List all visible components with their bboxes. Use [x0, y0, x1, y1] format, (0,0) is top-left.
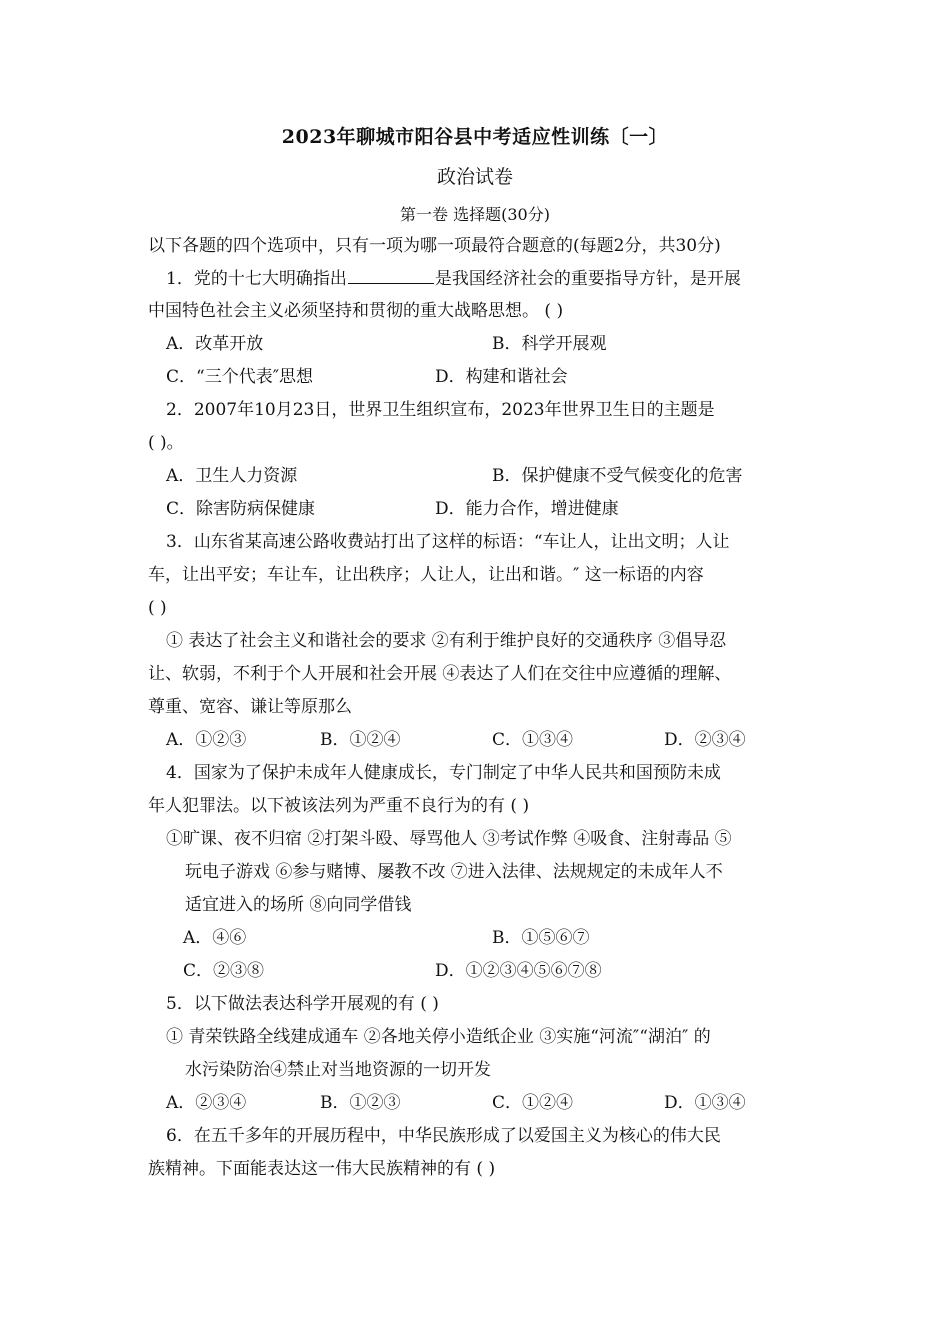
- question-3-line-3: ( ): [148, 598, 167, 618]
- q4-option-c: C．②③⑧: [183, 961, 265, 981]
- q2-option-b: B．保护健康不受气候变化的危害: [492, 466, 743, 486]
- q1-option-d: D．构建和谐社会: [435, 367, 568, 387]
- question-1-line-2: 中国特色社会主义必须坚持和贯彻的重大战略思想。 ( ): [148, 301, 564, 321]
- q4-option-d: D．①②③④⑤⑥⑦⑧: [435, 961, 602, 981]
- q5-option-b: B．①②③: [320, 1093, 401, 1113]
- q5-statement-line-1: ① 青荣铁路全线建成通车 ②各地关停小造纸企业 ③实施“河流″“湖泊″ 的: [166, 1027, 711, 1047]
- q4-option-b: B．①⑤⑥⑦: [492, 928, 590, 948]
- q4-option-a: A．④⑥: [183, 928, 247, 948]
- question-2-line-1: 2．2007年10月23日，世界卫生组织宣布，2023年世界卫生日的主题是: [166, 400, 715, 420]
- q1-option-b: B．科学开展观: [492, 334, 607, 354]
- q2-option-d: D．能力合作，增进健康: [435, 499, 619, 519]
- q3-option-c: C．①③④: [492, 730, 574, 750]
- question-1-line-1: [166, 268, 741, 289]
- question-6-line-2: 族精神。下面能表达这一伟大民族精神的有 ( ): [148, 1159, 496, 1179]
- q3-option-a: A．①②③: [166, 730, 247, 750]
- instruction-text: 以下各题的四个选项中，只有一项为哪一项最符合题意的(每题2分，共30分): [148, 236, 721, 256]
- answer-blank: [348, 268, 434, 284]
- q3-statement-line-2: 让、软弱，不利于个人开展和社会开展 ④表达了人们在交往中应遵循的理解、: [148, 664, 732, 684]
- q4-statement-line-2: 玩电子游戏 ⑥参与赌博、屡教不改 ⑦进入法律、法规规定的未成年人不: [185, 862, 723, 882]
- question-4-line-2: 年人犯罪法。以下被该法列为严重不良行为的有 ( ): [148, 796, 530, 816]
- question-4-line-1: 4．国家为了保护未成年人健康成长，专门制定了中华人民共和国预防未成: [166, 763, 721, 783]
- q3-option-b: B．①②④: [320, 730, 401, 750]
- exam-subtitle: 政治试卷: [436, 166, 513, 188]
- q5-statement-line-2: 水污染防治④禁止对当地资源的一切开发: [185, 1060, 491, 1080]
- question-2-line-2: ( )。: [148, 433, 184, 453]
- exam-title: 2023年聊城市阳谷县中考适应性训练〔一〕: [281, 126, 669, 148]
- question-1-stem-b: 是我国经济社会的重要指导方针，是开展: [434, 269, 741, 289]
- q3-option-d: D．②③④: [664, 730, 746, 750]
- q5-option-c: C．①②④: [492, 1093, 574, 1113]
- q5-option-d: D．①③④: [664, 1093, 746, 1113]
- q5-option-a: A．②③④: [166, 1093, 247, 1113]
- question-3-line-1: 3．山东省某高速公路收费站打出了这样的标语：“车让人，让出文明；人让: [166, 532, 730, 552]
- q1-option-c: C．“三个代表″思想: [166, 367, 314, 387]
- q1-option-a: A．改革开放: [166, 334, 264, 354]
- q3-statement-line-3: 尊重、宽容、谦让等原那么: [148, 697, 352, 717]
- q4-statement-line-3: 适宜进入的场所 ⑧向同学借钱: [185, 895, 412, 915]
- q4-statement-line-1: ①旷课、夜不归宿 ②打架斗殴、辱骂他人 ③考试作弊 ④吸食、注射毒品 ⑤: [166, 829, 732, 849]
- q3-statement-line-1: ① 表达了社会主义和谐社会的要求 ②有利于维护良好的交通秩序 ③倡导忍: [166, 631, 727, 651]
- question-6-line-1: 6．在五千多年的开展历程中，中华民族形成了以爱国主义为核心的伟大民: [166, 1126, 721, 1146]
- question-3-line-2: 车，让出平安；车让车，让出秩序；人让人，让出和谐。″ 这一标语的内容: [148, 565, 704, 585]
- q2-option-a: A．卫生人力资源: [166, 466, 298, 486]
- q2-option-c: C．除害防病保健康: [166, 499, 316, 519]
- section-heading: 第一卷 选择题(30分): [400, 205, 550, 224]
- question-1-stem-a: 1．党的十七大明确指出: [166, 269, 347, 289]
- question-5-line-1: 5．以下做法表达科学开展观的有 ( ): [166, 994, 439, 1014]
